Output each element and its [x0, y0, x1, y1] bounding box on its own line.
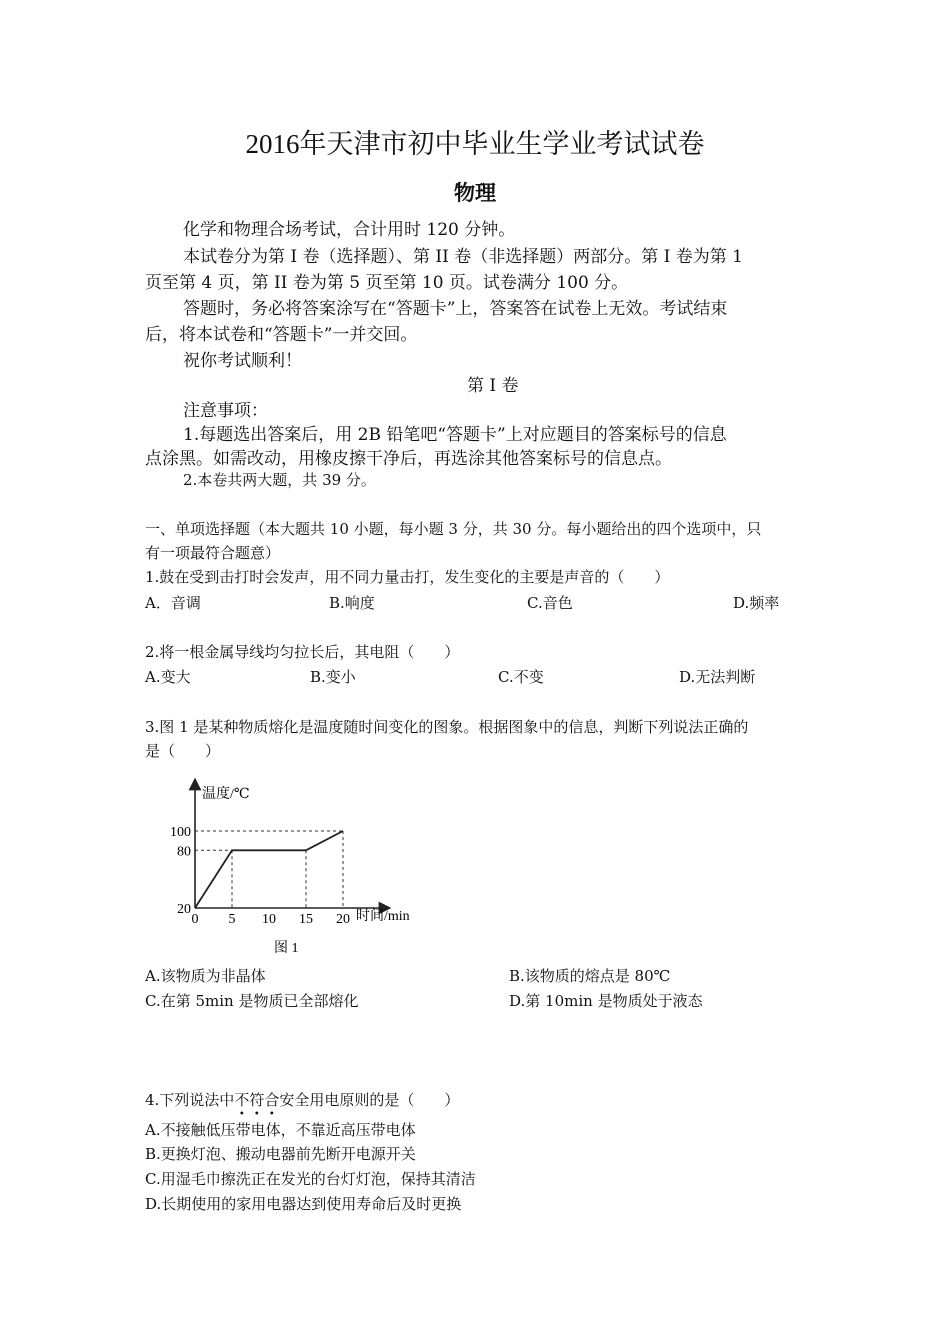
q4-option-a: A.不接触低压带电体，不靠近高压带电体	[145, 1121, 416, 1139]
q3-stem-a: 3.图 1 是某种物质熔化是温度随时间变化的图象。根据图象中的信息，判断下列说法正确的	[145, 718, 749, 736]
q4-stem-emphasis-3: 合	[264, 1091, 280, 1109]
q3-option-a: A.该物质为非晶体	[145, 967, 266, 985]
intro-line-2a: 本试卷分为第 I 卷（选择题）、第 II 卷（非选择题）两部分。第 I 卷为第 1	[183, 247, 744, 267]
y-tick-label: 80	[177, 844, 191, 860]
y-tick-label: 20	[177, 902, 191, 917]
intro-line-2b: 页至第 4 页，第 II 卷为第 5 页至第 10 页。试卷满分 100 分。	[145, 273, 629, 293]
figure-caption: 图 1	[274, 941, 299, 956]
q4-stem	[145, 1089, 459, 1110]
q3-option-b: B.该物质的熔点是 80℃	[509, 967, 671, 985]
q3-stem-b: 是（ ）	[145, 742, 221, 760]
q2-option-c: C.不变	[498, 668, 544, 686]
x-tick-label: 20	[336, 912, 350, 927]
x-tick-label: 10	[262, 912, 276, 927]
intro-line-4: 祝你考试顺利！	[183, 351, 302, 371]
section-heading-b: 有一项最符合题意）	[145, 544, 281, 562]
notice-2: 2.本卷共两大题，共 39 分。	[183, 471, 376, 489]
temperature-series-line	[195, 831, 343, 908]
q2-option-b: B.变小	[310, 668, 356, 686]
q1-option-c: C.音色	[527, 594, 573, 612]
notice-1a: 1.每题选出答案后，用 2B 铅笔吧“答题卡”上对应题目的答案标号的信息	[183, 425, 727, 445]
q4-stem-emphasis-2: 符	[249, 1091, 265, 1109]
x-tick-label: 15	[299, 912, 313, 927]
section-heading-a: 一、单项选择题（本大题共 10 小题，每小题 3 分，共 30 分。每小题给出的四个选项中，只	[145, 520, 762, 538]
q4-option-d: D.长期使用的家用电器达到使用寿命后及时更换	[145, 1195, 462, 1213]
intro-line-3a: 答题时，务必将答案涂写在“答题卡”上，答案答在试卷上无效。考试结束	[183, 299, 728, 319]
q1-stem: 1.鼓在受到击打时会发声，用不同力量击打，发生变化的主要是声音的（ ）	[145, 568, 670, 586]
x-tick-label: 0	[191, 912, 199, 927]
q1-option-b: B.响度	[329, 594, 375, 612]
x-axis-label: 时间/min	[356, 909, 410, 924]
q2-option-d: D.无法判断	[679, 668, 756, 686]
volume-title: 第 I 卷	[467, 376, 519, 396]
q4-stem-emphasis-1: 不	[234, 1091, 250, 1109]
exam-title: 2016年天津市初中毕业生学业考试试卷	[245, 129, 705, 159]
q1-option-a: A．音调	[145, 594, 201, 612]
notice-title: 注意事项：	[183, 401, 268, 421]
x-tick-label: 5	[228, 912, 236, 927]
q4-option-c: C.用湿毛巾擦洗正在发光的台灯灯泡，保持其清洁	[145, 1170, 476, 1188]
intro-line-1: 化学和物理合场考试，合计用时 120 分钟。	[183, 220, 516, 240]
temperature-time-chart	[150, 770, 430, 960]
q4-stem-post: 安全用电原则的是（ ）	[279, 1091, 460, 1109]
q1-option-d: D.频率	[733, 594, 780, 612]
q4-stem-pre: 4.下列说法中	[145, 1091, 235, 1109]
notice-1b: 点涂黑。如需改动，用橡皮擦干净后，再选涂其他答案标号的信息点。	[145, 449, 672, 469]
q3-option-d: D.第 10min 是物质处于液态	[509, 992, 703, 1010]
q4-option-b: B.更换灯泡、搬动电器前先断开电源开关	[145, 1145, 416, 1163]
q2-option-a: A.变大	[145, 668, 191, 686]
y-axis-label: 温度/℃	[202, 787, 250, 802]
q3-option-c: C.在第 5min 是物质已全部熔化	[145, 992, 359, 1010]
q2-stem: 2.将一根金属导线均匀拉长后，其电阻（ ）	[145, 643, 460, 661]
y-tick-label: 100	[170, 825, 191, 840]
intro-line-3b: 后，将本试卷和“答题卡”一并交回。	[145, 325, 418, 345]
subject-title: 物理	[454, 181, 496, 205]
